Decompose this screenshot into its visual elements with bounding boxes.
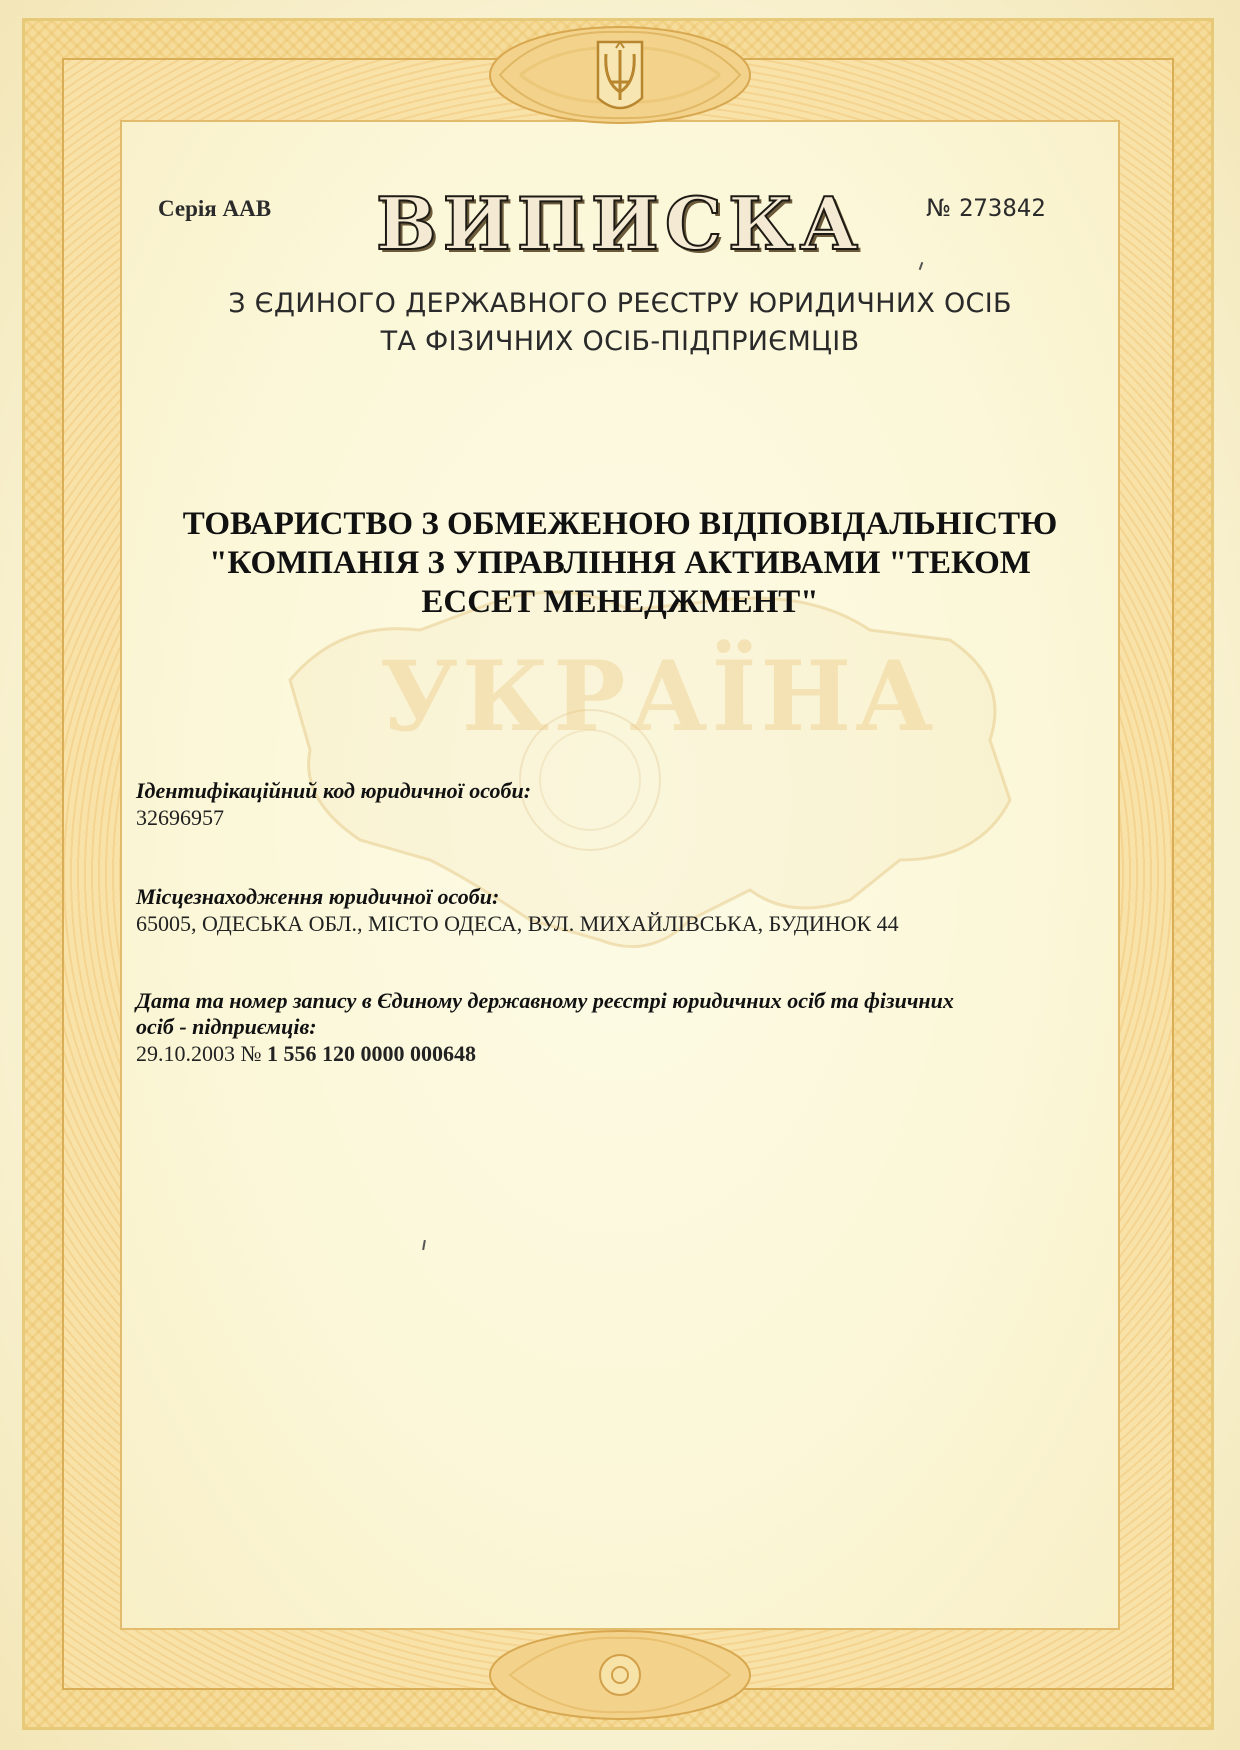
record-number: 1 556 120 0000 000648: [267, 1041, 476, 1066]
company-name-line: "КОМПАНІЯ З УПРАВЛІННЯ АКТИВАМИ "ТЕКОМ: [209, 545, 1031, 581]
coat-of-arms-ornament: [480, 20, 760, 130]
field-label: осіб - підприємців:: [136, 1014, 317, 1039]
registry-record-field: [136, 988, 1096, 1068]
field-value: 32696957: [136, 805, 224, 830]
subtitle-line: З ЄДИНОГО ДЕРЖАВНОГО РЕЄСТРУ ЮРИДИЧНИХ ОСІБ: [228, 288, 1012, 319]
field-label: Ідентифікаційний код юридичної особи:: [136, 778, 532, 803]
bottom-ornament: [480, 1620, 760, 1730]
identification-code-field: [136, 778, 1096, 832]
field-label: Дата та номер запису в Єдиному державному реєстрі юридичних осіб та фізичних: [136, 988, 954, 1013]
subtitle-line: ТА ФІЗИЧНИХ ОСІБ-ПІДПРИЄМЦІВ: [380, 326, 860, 357]
number-sign: №: [926, 194, 951, 222]
document-number: [926, 194, 1046, 222]
watermark-text: УКРАЇНА: [380, 640, 938, 753]
field-value: [136, 1040, 1096, 1068]
field-value: 65005, ОДЕСЬКА ОБЛ., МІСТО ОДЕСА, ВУЛ. МИХАЙЛІВСЬКА, БУДИНОК 44: [136, 911, 899, 936]
document-series: Серія ААВ: [158, 196, 272, 221]
company-name: [150, 505, 1090, 622]
field-label: Місцезнаходження юридичної особи:: [136, 884, 500, 909]
document-subtitle: [140, 285, 1100, 361]
company-name-line: ЕССЕТ МЕНЕДЖМЕНТ": [421, 584, 819, 620]
address-field: [136, 884, 1096, 938]
number-value: 273842: [958, 194, 1046, 222]
company-name-line: ТОВАРИСТВО З ОБМЕЖЕНОЮ ВІДПОВІДАЛЬНІСТЮ: [182, 506, 1058, 542]
record-date: 29.10.2003 №: [136, 1041, 262, 1066]
trident-icon: [598, 42, 642, 108]
document-title: ВИПИСКА: [375, 181, 865, 266]
